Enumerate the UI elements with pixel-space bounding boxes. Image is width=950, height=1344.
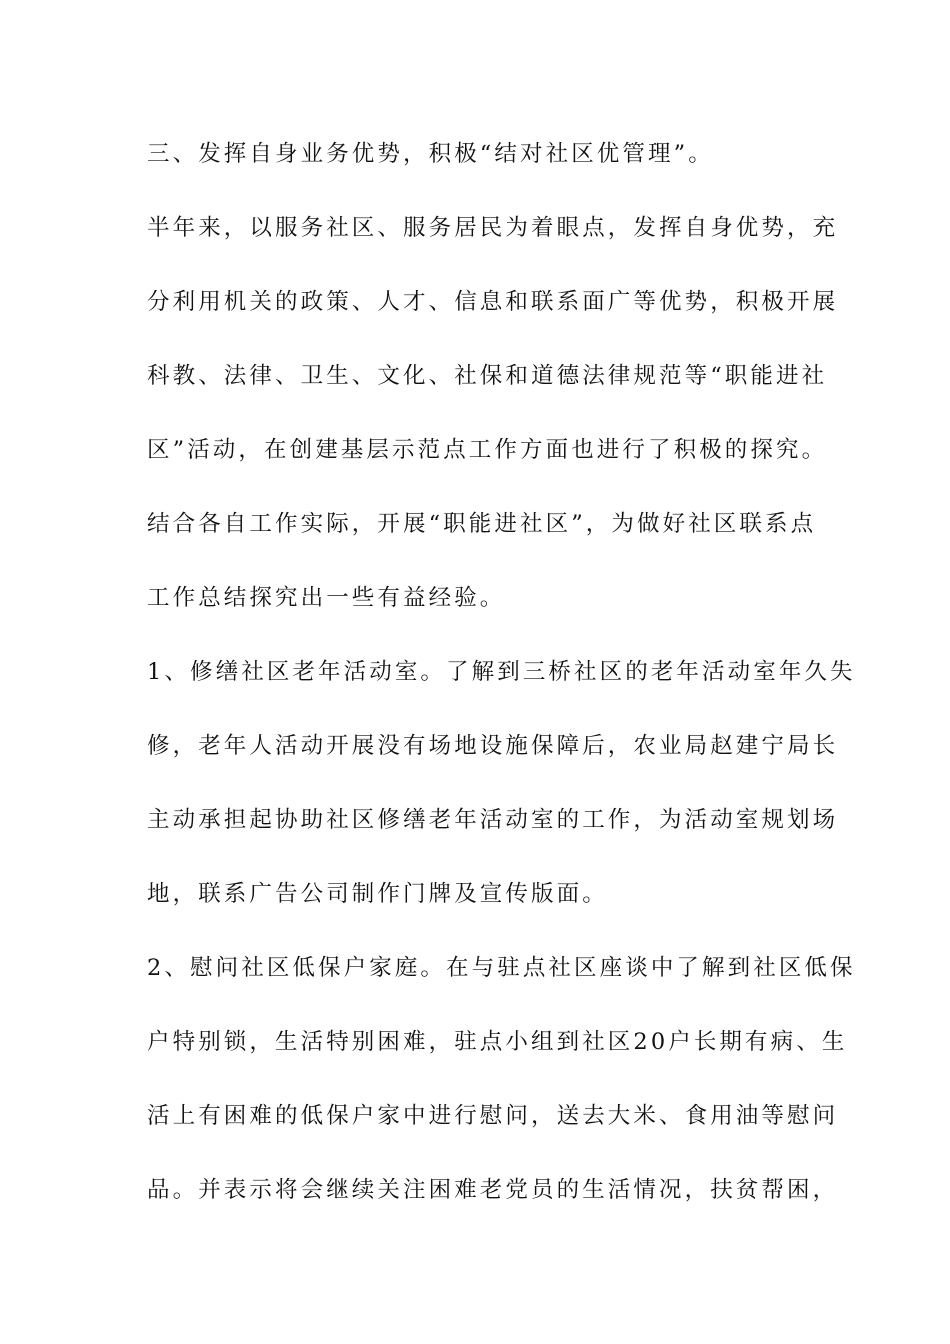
list-item-line: 2、慰问社区低保户家庭。在与驻点社区座谈中了解到社区低保 xyxy=(147,955,856,981)
list-item-line: 户特别锁，生活特别困难，驻点小组到社区20户长期有病、生 xyxy=(147,1029,848,1055)
document-body xyxy=(147,130,856,1240)
list-item-line: 活上有困难的低保户家中进行慰问，送去大米、食用油等慰问 xyxy=(147,1103,839,1129)
paragraph-line: 分利用机关的政策、人才、信息和联系面广等优势，积极开展 xyxy=(147,289,839,315)
paragraph-line: 区”活动，在创建基层示范点工作方面也进行了积极的探究。 xyxy=(147,437,828,463)
list-item-line: 地，联系广告公司制作门牌及宣传版面。 xyxy=(147,881,608,907)
list-item-line: 主动承担起协助社区修缮老年活动室的工作，为活动室规划场 xyxy=(147,807,839,833)
paragraph-line: 工作总结探究出一些有益经验。 xyxy=(147,585,506,611)
list-item-line: 1、修缮社区老年活动室。了解到三桥社区的老年活动室年久失 xyxy=(147,659,856,685)
list-item-line: 品。并表示将会继续关注困难老党员的生活情况，扶贫帮困， xyxy=(147,1177,839,1203)
paragraph-line: 半年来，以服务社区、服务居民为着眼点，发挥自身优势，充 xyxy=(147,215,839,241)
paragraph-line: 结合各自工作实际，开展“职能进社区”，为做好社区联系点 xyxy=(147,511,817,537)
section-heading: 三、发挥自身业务优势，积极“结对社区优管理”。 xyxy=(147,141,714,167)
list-item-line: 修，老年人活动开展没有场地设施保障后，农业局赵建宁局长 xyxy=(147,733,839,759)
paragraph-line: 科教、法律、卫生、文化、社保和道德法律规范等“职能进社 xyxy=(147,363,828,389)
